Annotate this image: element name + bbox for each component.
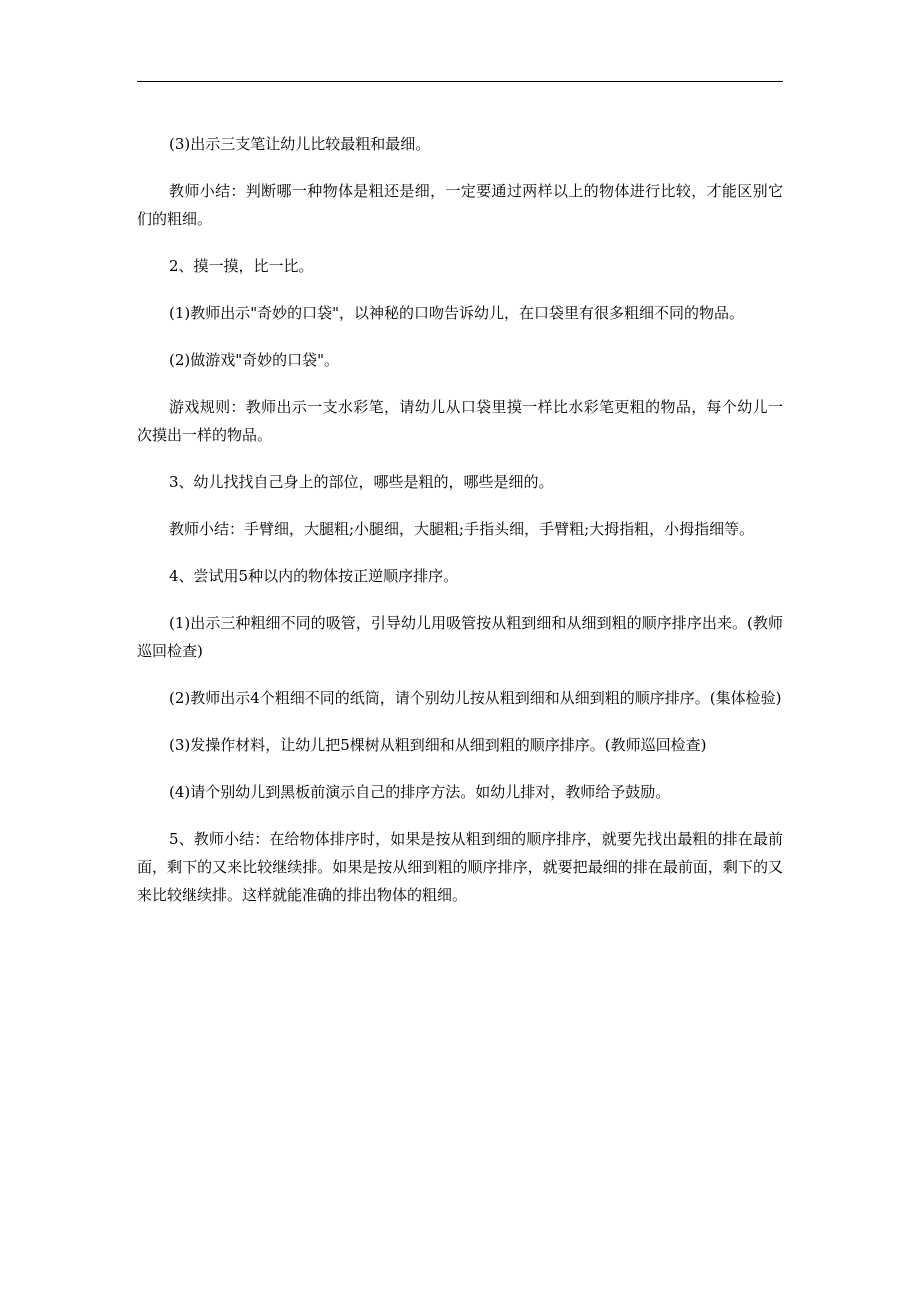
document-body — [137, 130, 783, 928]
paragraph: (2)教师出示4个粗细不同的纸筒，请个别幼儿按从粗到细和从细到粗的顺序排序。(集体检验) — [169, 689, 782, 707]
paragraph: 2、摸一摸，比一比。 — [169, 257, 314, 275]
paragraph: (1)出示三种粗细不同的吸管，引导幼儿用吸管按从粗到细和从细到粗的顺序排序出来。(教师巡回检查) — [137, 614, 783, 660]
paragraph: 3、幼儿找找自己身上的部位，哪些是粗的，哪些是细的。 — [169, 473, 554, 491]
paragraph: 教师小结：手臂细，大腿粗;小腿细，大腿粗;手指头细，手臂粗;大拇指粗，小拇指细等。 — [169, 520, 755, 538]
paragraph: (3)出示三支笔让幼儿比较最粗和最细。 — [169, 135, 431, 153]
paragraph: (2)做游戏"奇妙的口袋"。 — [169, 351, 340, 369]
paragraph: 4、尝试用5种以内的物体按正逆顺序排序。 — [169, 567, 459, 585]
paragraph: 游戏规则：教师出示一支水彩笔，请幼儿从口袋里摸一样比水彩笔更粗的物品，每个幼儿一次摸出一样的物品。 — [137, 398, 783, 444]
paragraph: 教师小结：判断哪一种物体是粗还是细，一定要通过两样以上的物体进行比较，才能区别它们的粗细。 — [137, 182, 783, 228]
paragraph: (1)教师出示"奇妙的口袋"，以神秘的口吻告诉幼儿，在口袋里有很多粗细不同的物品。 — [169, 304, 745, 322]
paragraph: 5、教师小结：在给物体排序时，如果是按从粗到细的顺序排序，就要先找出最粗的排在最前面，剩下的又来比较继续排。如果是按从细到粗的顺序排序，就要把最细的排在最前面，剩下的又来比较继续排。这样就能准确的排出物体的粗细。 — [137, 830, 783, 904]
header-rule — [137, 81, 783, 82]
paragraph: (4)请个别幼儿到黑板前演示自己的排序方法。如幼儿排对，教师给予鼓励。 — [169, 783, 671, 801]
paragraph: (3)发操作材料，让幼儿把5棵树从粗到细和从细到粗的顺序排序。(教师巡回检查) — [169, 736, 707, 754]
